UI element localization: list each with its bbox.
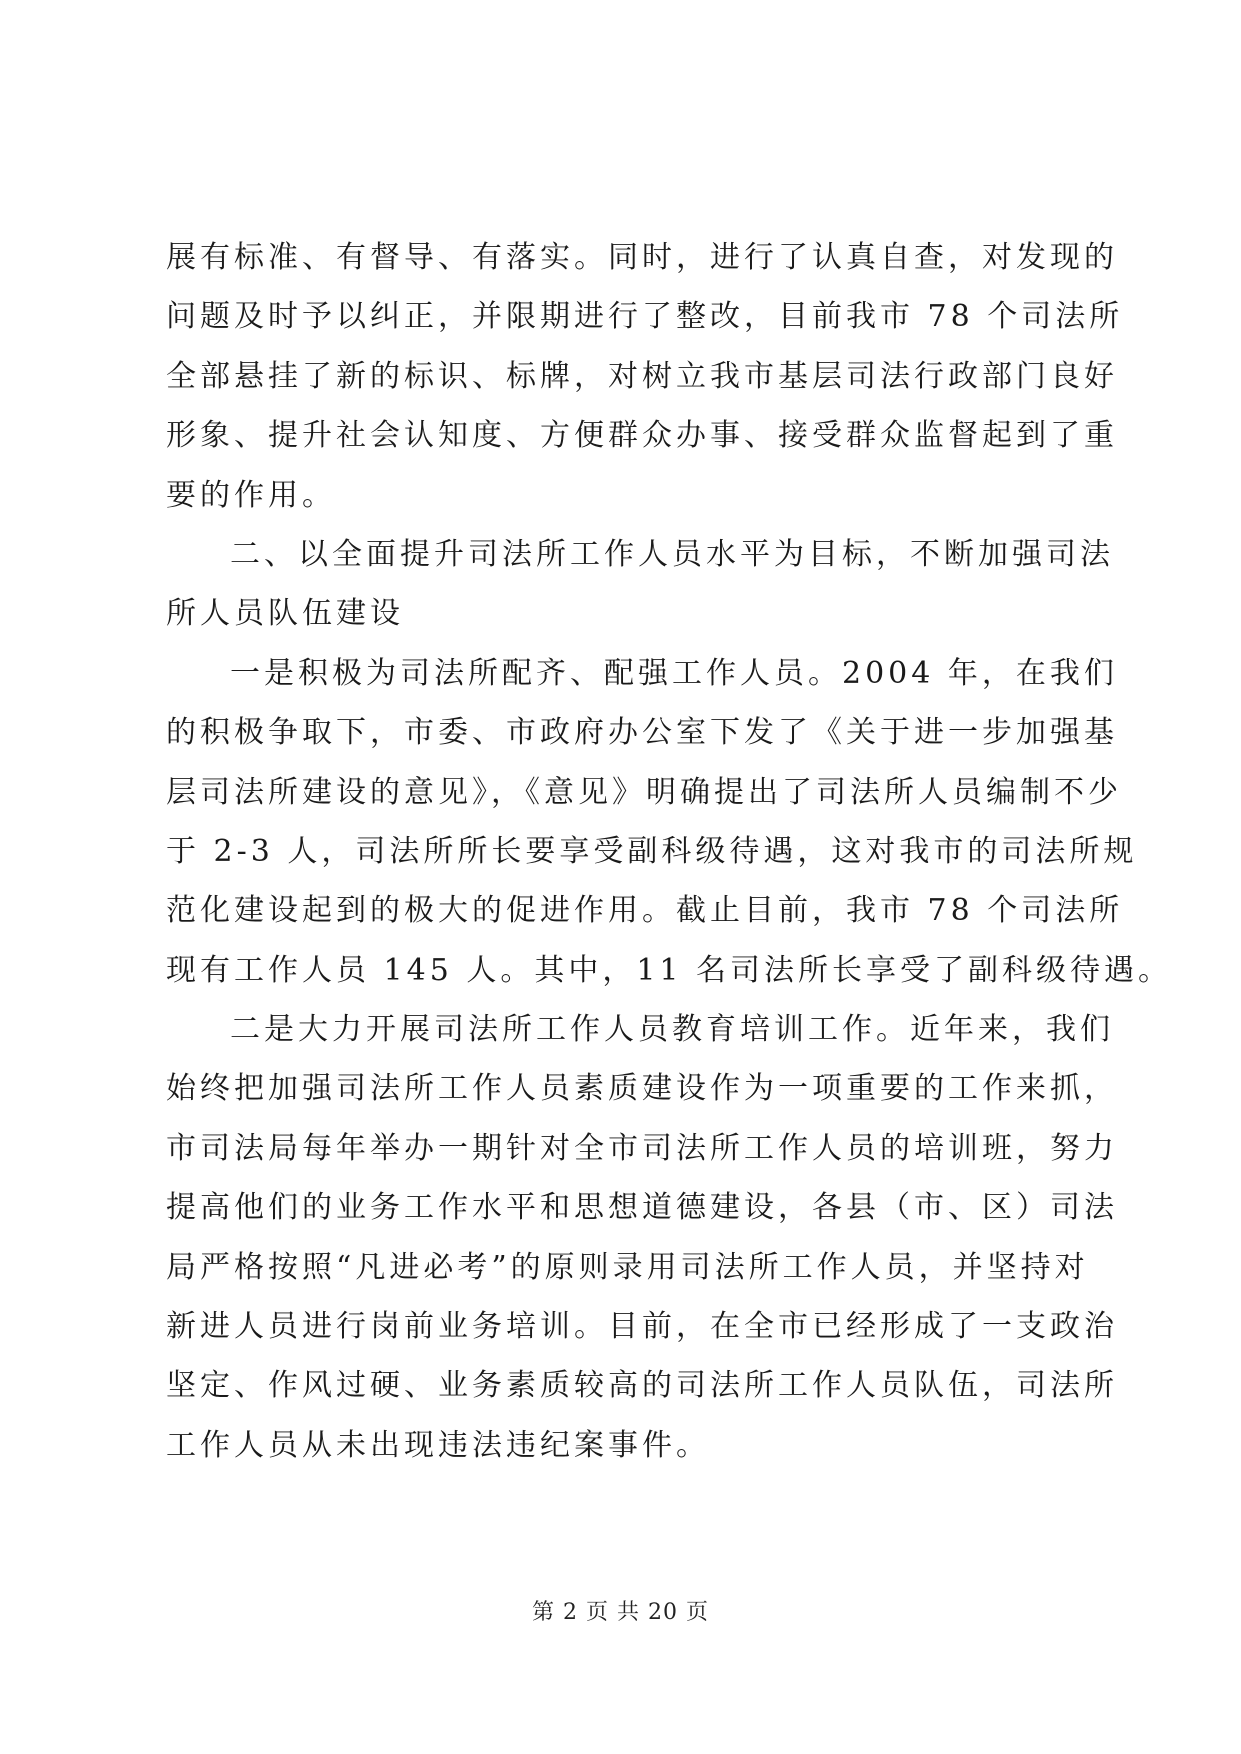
text-line: 全部悬挂了新的标识、标牌，对树立我市基层司法行政部门良好 (166, 358, 1118, 394)
text-line: 现有工作人员 145 人。其中，11 名司法所长享受了副科级待遇。 (166, 952, 1173, 988)
section-heading-line: 二、以全面提升司法所工作人员水平为目标，不断加强司法 (230, 536, 1114, 572)
text-line: 层司法所建设的意见》，《意见》明确提出了司法所人员编制不少 (166, 774, 1122, 810)
text-line: 新进人员进行岗前业务培训。目前，在全市已经形成了一支政治 (166, 1309, 1118, 1345)
text-line: 问题及时予以纠正，并限期进行了整改，目前我市 78 个司法所 (166, 299, 1124, 335)
text-line: 范化建设起到的极大的促进作用。截止目前，我市 78 个司法所 (166, 893, 1124, 929)
text-line: 始终把加强司法所工作人员素质建设作为一项重要的工作来抓， (166, 1071, 1118, 1107)
text-line: 于 2-3 人，司法所所长要享受副科级待遇，这对我市的司法所规 (166, 833, 1138, 869)
text-line: 工作人员从未出现违法违纪案事件。 (166, 1427, 710, 1463)
text-line: 要的作用。 (166, 477, 336, 513)
text-line: 提高他们的业务工作水平和思想道德建设，各县（市、区）司法 (166, 1190, 1118, 1226)
text-line: 展有标准、有督导、有落实。同时，进行了认真自查，对发现的 (166, 240, 1118, 275)
document-body (166, 228, 1173, 1475)
text-line: 局严格按照“凡进必考”的原则录用司法所工作人员，并坚持对 (166, 1249, 1089, 1285)
page-footer (0, 1598, 1241, 1628)
paragraph-first-line: 二是大力开展司法所工作人员教育培训工作。近年来，我们 (230, 1012, 1114, 1048)
text-line: 形象、提升社会认知度、方便群众办事、接受群众监督起到了重 (166, 418, 1118, 454)
page-number: 第 2 页 共 20 页 (532, 1600, 709, 1625)
text-line: 坚定、作风过硬、业务素质较高的司法所工作人员队伍，司法所 (166, 1368, 1118, 1404)
text-line: 市司法局每年举办一期针对全市司法所工作人员的培训班，努力 (166, 1130, 1118, 1166)
paragraph-first-line: 一是积极为司法所配齐、配强工作人员。2004 年，在我们 (230, 655, 1118, 691)
text-line: 的积极争取下，市委、市政府办公室下发了《关于进一步加强基 (166, 715, 1118, 751)
section-heading-line: 所人员队伍建设 (166, 596, 404, 632)
